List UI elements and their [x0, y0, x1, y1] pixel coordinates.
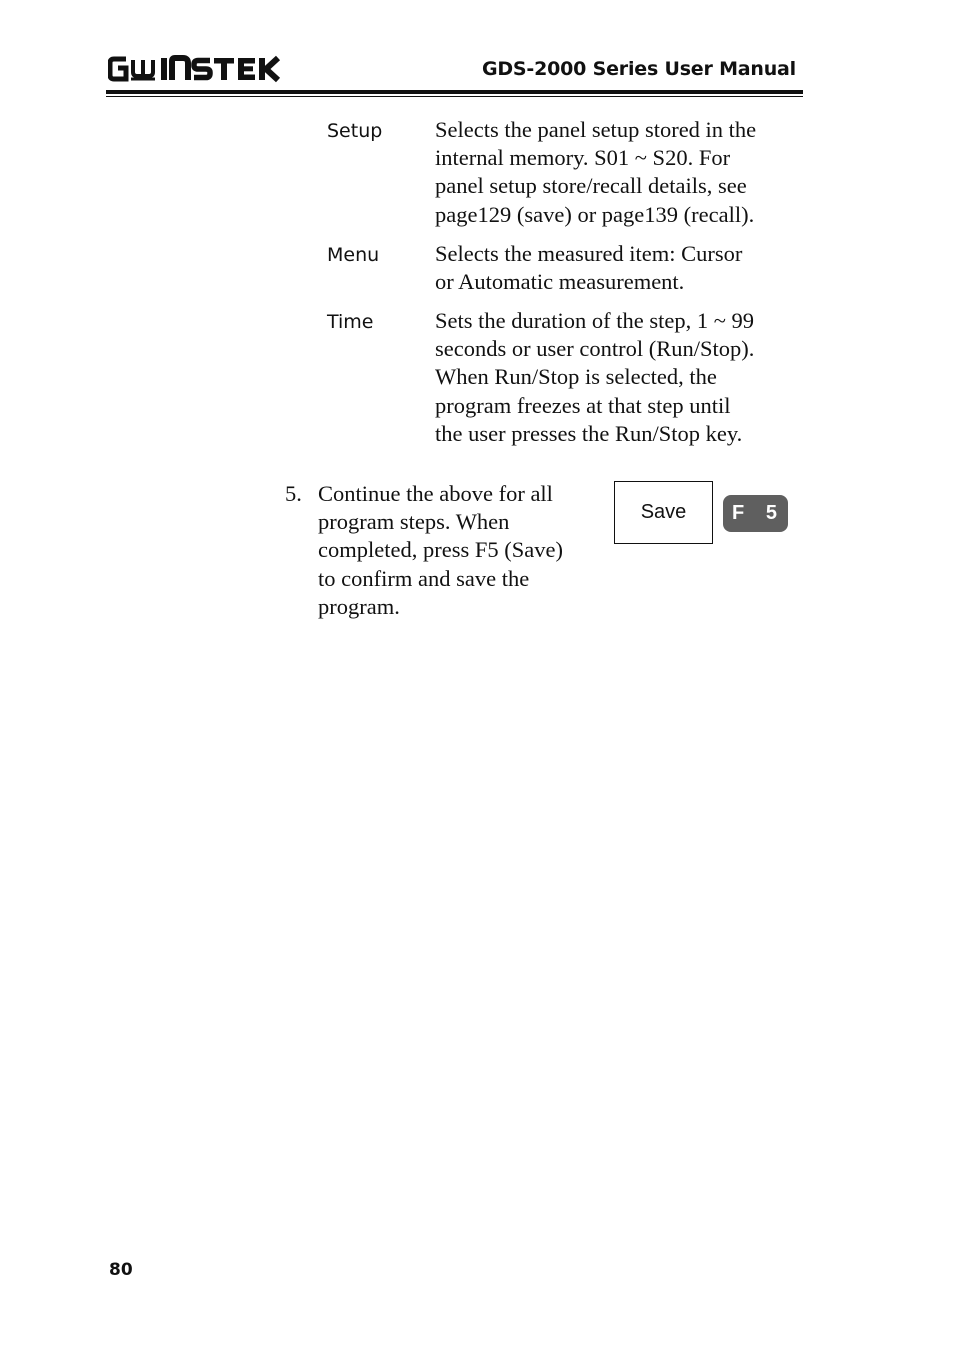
text-line: When Run/Stop is selected, the — [435, 364, 717, 390]
text-line: internal memory. S01 ~ S20. For — [435, 145, 731, 171]
page-number: 80 — [109, 1260, 133, 1280]
text-line: Selects the measured item: Cursor — [435, 241, 743, 266]
text-line: Continue the above for all — [318, 481, 553, 506]
save-softkey-illustration: Save — [614, 481, 713, 544]
definition-description — [435, 307, 807, 448]
text-line: Sets the duration of the step, 1 ~ 99 — [435, 308, 754, 333]
header-rule-thick — [106, 90, 803, 94]
text-line: program. — [318, 593, 400, 619]
manual-title: GDS-2000 Series User Manual — [481, 58, 796, 80]
text-line: program steps. When — [318, 509, 510, 535]
text-line: program freezes at that step until — [435, 392, 731, 418]
text-line: seconds or user control (Run/Stop). — [435, 336, 755, 362]
text-line: the user presses the Run/Stop key. — [435, 420, 743, 446]
definition-term: Time — [327, 311, 374, 333]
definition-description — [435, 116, 807, 229]
step-text — [318, 480, 593, 621]
definition-term: Setup — [327, 120, 383, 142]
text-line: to confirm and save the — [318, 565, 530, 591]
step-number: 5. — [285, 481, 302, 506]
text-line: or Automatic measurement. — [435, 269, 685, 295]
definition-description — [435, 240, 807, 296]
gw-instek-logo — [108, 54, 280, 84]
f5-key-illustration: F 5 — [723, 495, 788, 532]
text-line: completed, press F5 (Save) — [318, 537, 563, 563]
text-line: panel setup store/recall details, see — [435, 173, 747, 199]
text-line: Selects the panel setup stored in the — [435, 117, 757, 142]
text-line: page129 (save) or page139 (recall). — [435, 201, 755, 227]
header-rule-thin — [106, 96, 803, 97]
definition-term: Menu — [327, 244, 380, 266]
